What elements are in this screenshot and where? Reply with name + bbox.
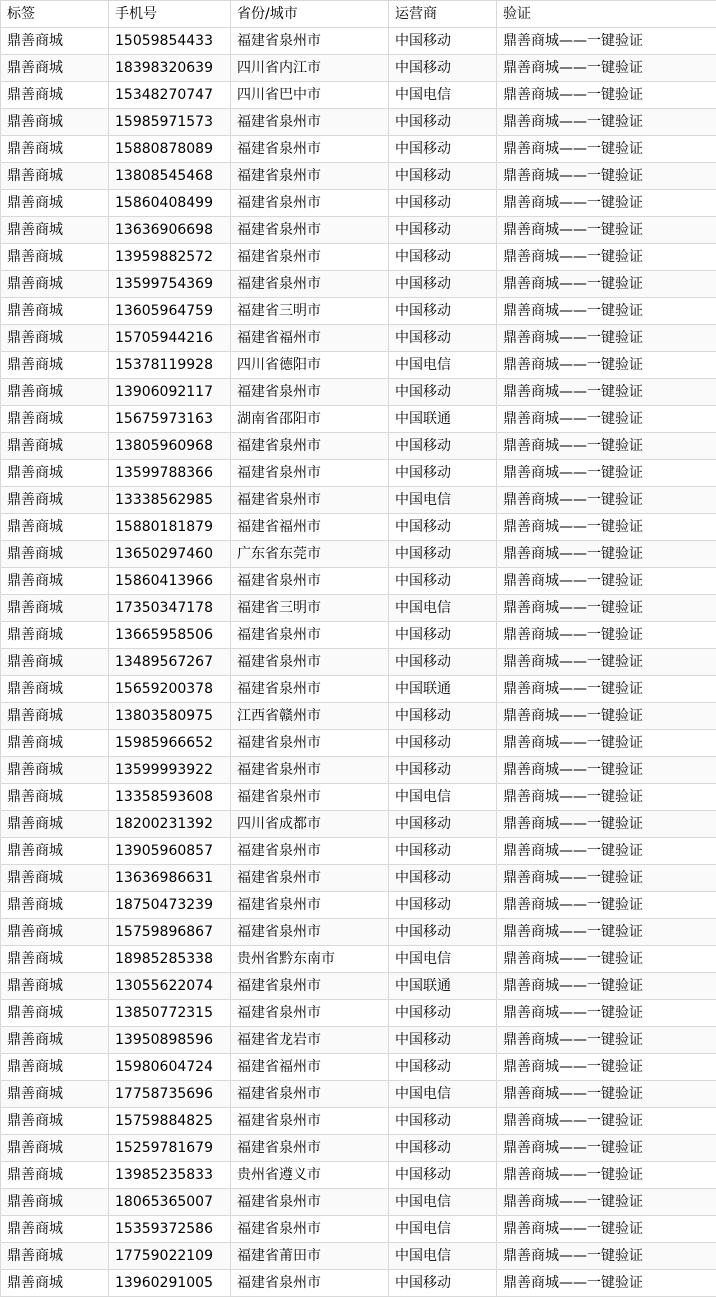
cell-tag[interactable]: 鼎善商城 [1, 838, 109, 865]
cell-carrier[interactable]: 中国移动 [389, 1027, 497, 1054]
cell-region[interactable]: 四川省成都市 [231, 811, 389, 838]
cell-region[interactable]: 福建省三明市 [231, 298, 389, 325]
table-row[interactable] [1, 406, 716, 433]
cell-phone[interactable]: 13850772315 [109, 1000, 231, 1027]
cell-region[interactable]: 贵州省遵义市 [231, 1162, 389, 1189]
cell-carrier[interactable]: 中国电信 [389, 487, 497, 514]
cell-tag[interactable]: 鼎善商城 [1, 595, 109, 622]
cell-region[interactable]: 贵州省黔东南市 [231, 946, 389, 973]
cell-phone[interactable]: 13605964759 [109, 298, 231, 325]
cell-tag[interactable]: 鼎善商城 [1, 730, 109, 757]
column-header-region[interactable]: 省份/城市 [231, 1, 389, 28]
table-row[interactable] [1, 838, 716, 865]
cell-region[interactable]: 福建省泉州市 [231, 622, 389, 649]
cell-carrier[interactable]: 中国联通 [389, 676, 497, 703]
cell-region[interactable]: 福建省泉州市 [231, 190, 389, 217]
cell-phone[interactable]: 13905960857 [109, 838, 231, 865]
cell-tag[interactable]: 鼎善商城 [1, 865, 109, 892]
cell-phone[interactable]: 13489567267 [109, 649, 231, 676]
table-row[interactable] [1, 1270, 716, 1297]
cell-region[interactable]: 江西省赣州市 [231, 703, 389, 730]
cell-carrier[interactable]: 中国移动 [389, 1162, 497, 1189]
cell-carrier[interactable]: 中国电信 [389, 82, 497, 109]
cell-region[interactable]: 福建省泉州市 [231, 973, 389, 1000]
cell-phone[interactable]: 18065365007 [109, 1189, 231, 1216]
cell-verify[interactable]: 鼎善商城——一键验证 [497, 1270, 716, 1297]
cell-carrier[interactable]: 中国电信 [389, 784, 497, 811]
table-row[interactable] [1, 919, 716, 946]
table-row[interactable] [1, 163, 716, 190]
cell-carrier[interactable]: 中国移动 [389, 1054, 497, 1081]
cell-tag[interactable]: 鼎善商城 [1, 28, 109, 55]
cell-verify[interactable]: 鼎善商城——一键验证 [497, 244, 716, 271]
cell-carrier[interactable]: 中国移动 [389, 271, 497, 298]
table-row[interactable] [1, 1027, 716, 1054]
table-row[interactable] [1, 217, 716, 244]
table-row[interactable] [1, 28, 716, 55]
table-row[interactable] [1, 1216, 716, 1243]
cell-verify[interactable]: 鼎善商城——一键验证 [497, 217, 716, 244]
cell-verify[interactable]: 鼎善商城——一键验证 [497, 892, 716, 919]
table-row[interactable] [1, 82, 716, 109]
cell-carrier[interactable]: 中国电信 [389, 1081, 497, 1108]
table-row[interactable] [1, 622, 716, 649]
cell-verify[interactable]: 鼎善商城——一键验证 [497, 1189, 716, 1216]
cell-region[interactable]: 福建省泉州市 [231, 919, 389, 946]
cell-phone[interactable]: 15675973163 [109, 406, 231, 433]
cell-tag[interactable]: 鼎善商城 [1, 136, 109, 163]
cell-phone[interactable]: 15659200378 [109, 676, 231, 703]
cell-tag[interactable]: 鼎善商城 [1, 487, 109, 514]
cell-verify[interactable]: 鼎善商城——一键验证 [497, 82, 716, 109]
cell-phone[interactable]: 13950898596 [109, 1027, 231, 1054]
cell-region[interactable]: 福建省泉州市 [231, 109, 389, 136]
cell-verify[interactable]: 鼎善商城——一键验证 [497, 757, 716, 784]
cell-carrier[interactable]: 中国移动 [389, 1000, 497, 1027]
table-row[interactable] [1, 811, 716, 838]
cell-region[interactable]: 福建省福州市 [231, 325, 389, 352]
cell-phone[interactable]: 15359372586 [109, 1216, 231, 1243]
cell-tag[interactable]: 鼎善商城 [1, 568, 109, 595]
table-row[interactable] [1, 595, 716, 622]
cell-verify[interactable]: 鼎善商城——一键验证 [497, 703, 716, 730]
cell-carrier[interactable]: 中国电信 [389, 595, 497, 622]
cell-tag[interactable]: 鼎善商城 [1, 190, 109, 217]
cell-tag[interactable]: 鼎善商城 [1, 298, 109, 325]
cell-verify[interactable]: 鼎善商城——一键验证 [497, 136, 716, 163]
cell-verify[interactable]: 鼎善商城——一键验证 [497, 784, 716, 811]
cell-carrier[interactable]: 中国联通 [389, 406, 497, 433]
cell-region[interactable]: 福建省泉州市 [231, 757, 389, 784]
cell-verify[interactable]: 鼎善商城——一键验证 [497, 1027, 716, 1054]
table-row[interactable] [1, 298, 716, 325]
cell-region[interactable]: 福建省泉州市 [231, 379, 389, 406]
cell-carrier[interactable]: 中国电信 [389, 1189, 497, 1216]
cell-region[interactable]: 福建省泉州市 [231, 1000, 389, 1027]
cell-carrier[interactable]: 中国移动 [389, 298, 497, 325]
cell-phone[interactable]: 15059854433 [109, 28, 231, 55]
cell-phone[interactable]: 13985235833 [109, 1162, 231, 1189]
table-row[interactable] [1, 55, 716, 82]
cell-carrier[interactable]: 中国移动 [389, 325, 497, 352]
cell-tag[interactable]: 鼎善商城 [1, 1243, 109, 1270]
cell-tag[interactable]: 鼎善商城 [1, 433, 109, 460]
cell-carrier[interactable]: 中国移动 [389, 568, 497, 595]
table-row[interactable] [1, 271, 716, 298]
cell-tag[interactable]: 鼎善商城 [1, 244, 109, 271]
cell-phone[interactable]: 13358593608 [109, 784, 231, 811]
table-body [1, 28, 716, 1297]
cell-tag[interactable]: 鼎善商城 [1, 622, 109, 649]
cell-carrier[interactable]: 中国移动 [389, 109, 497, 136]
cell-region[interactable]: 福建省泉州市 [231, 1189, 389, 1216]
cell-tag[interactable]: 鼎善商城 [1, 1135, 109, 1162]
cell-carrier[interactable]: 中国移动 [389, 649, 497, 676]
cell-tag[interactable]: 鼎善商城 [1, 1054, 109, 1081]
cell-region[interactable]: 广东省东莞市 [231, 541, 389, 568]
cell-carrier[interactable]: 中国电信 [389, 352, 497, 379]
cell-phone[interactable]: 13803580975 [109, 703, 231, 730]
table-row[interactable] [1, 325, 716, 352]
cell-carrier[interactable]: 中国移动 [389, 514, 497, 541]
cell-verify[interactable]: 鼎善商城——一键验证 [497, 1243, 716, 1270]
cell-tag[interactable]: 鼎善商城 [1, 460, 109, 487]
cell-verify[interactable]: 鼎善商城——一键验证 [497, 1162, 716, 1189]
cell-verify[interactable]: 鼎善商城——一键验证 [497, 1054, 716, 1081]
column-header-carrier[interactable]: 运营商 [389, 1, 497, 28]
cell-verify[interactable]: 鼎善商城——一键验证 [497, 325, 716, 352]
cell-tag[interactable]: 鼎善商城 [1, 946, 109, 973]
table-row[interactable] [1, 1081, 716, 1108]
cell-region[interactable]: 福建省泉州市 [231, 136, 389, 163]
cell-tag[interactable]: 鼎善商城 [1, 325, 109, 352]
cell-tag[interactable]: 鼎善商城 [1, 109, 109, 136]
cell-verify[interactable]: 鼎善商城——一键验证 [497, 1081, 716, 1108]
cell-tag[interactable]: 鼎善商城 [1, 1000, 109, 1027]
table-row[interactable] [1, 568, 716, 595]
cell-carrier[interactable]: 中国移动 [389, 811, 497, 838]
cell-region[interactable]: 福建省泉州市 [231, 28, 389, 55]
cell-verify[interactable]: 鼎善商城——一键验证 [497, 838, 716, 865]
table-row[interactable] [1, 541, 716, 568]
table-row[interactable] [1, 433, 716, 460]
cell-tag[interactable]: 鼎善商城 [1, 1081, 109, 1108]
cell-verify[interactable]: 鼎善商城——一键验证 [497, 460, 716, 487]
table-row[interactable] [1, 190, 716, 217]
cell-region[interactable]: 四川省德阳市 [231, 352, 389, 379]
cell-tag[interactable]: 鼎善商城 [1, 892, 109, 919]
cell-phone[interactable]: 15759896867 [109, 919, 231, 946]
cell-phone[interactable]: 13959882572 [109, 244, 231, 271]
table-row[interactable] [1, 1108, 716, 1135]
cell-verify[interactable]: 鼎善商城——一键验证 [497, 811, 716, 838]
table-row[interactable] [1, 784, 716, 811]
cell-carrier[interactable]: 中国移动 [389, 1108, 497, 1135]
cell-region[interactable]: 福建省泉州市 [231, 649, 389, 676]
cell-verify[interactable]: 鼎善商城——一键验证 [497, 622, 716, 649]
cell-region[interactable]: 四川省内江市 [231, 55, 389, 82]
table-row[interactable] [1, 514, 716, 541]
cell-phone[interactable]: 17350347178 [109, 595, 231, 622]
cell-phone[interactable]: 13599993922 [109, 757, 231, 784]
cell-phone[interactable]: 13906092117 [109, 379, 231, 406]
cell-verify[interactable]: 鼎善商城——一键验证 [497, 298, 716, 325]
cell-carrier[interactable]: 中国移动 [389, 460, 497, 487]
table-row[interactable] [1, 1162, 716, 1189]
cell-carrier[interactable]: 中国移动 [389, 28, 497, 55]
cell-tag[interactable]: 鼎善商城 [1, 379, 109, 406]
cell-region[interactable]: 福建省泉州市 [231, 271, 389, 298]
cell-carrier[interactable]: 中国移动 [389, 541, 497, 568]
cell-verify[interactable]: 鼎善商城——一键验证 [497, 352, 716, 379]
cell-verify[interactable]: 鼎善商城——一键验证 [497, 433, 716, 460]
cell-phone[interactable]: 18398320639 [109, 55, 231, 82]
table-row[interactable] [1, 649, 716, 676]
cell-verify[interactable]: 鼎善商城——一键验证 [497, 973, 716, 1000]
cell-tag[interactable]: 鼎善商城 [1, 541, 109, 568]
cell-carrier[interactable]: 中国移动 [389, 622, 497, 649]
cell-phone[interactable]: 18200231392 [109, 811, 231, 838]
cell-verify[interactable]: 鼎善商城——一键验证 [497, 865, 716, 892]
table-row[interactable] [1, 109, 716, 136]
cell-verify[interactable]: 鼎善商城——一键验证 [497, 1135, 716, 1162]
cell-phone[interactable]: 15378119928 [109, 352, 231, 379]
cell-carrier[interactable]: 中国移动 [389, 703, 497, 730]
cell-phone[interactable]: 15980604724 [109, 1054, 231, 1081]
cell-carrier[interactable]: 中国电信 [389, 1243, 497, 1270]
cell-region[interactable]: 福建省福州市 [231, 514, 389, 541]
cell-tag[interactable]: 鼎善商城 [1, 1027, 109, 1054]
cell-verify[interactable]: 鼎善商城——一键验证 [497, 1108, 716, 1135]
cell-phone[interactable]: 13338562985 [109, 487, 231, 514]
cell-tag[interactable]: 鼎善商城 [1, 514, 109, 541]
cell-carrier[interactable]: 中国移动 [389, 757, 497, 784]
cell-region[interactable]: 福建省泉州市 [231, 1108, 389, 1135]
cell-phone[interactable]: 13636906698 [109, 217, 231, 244]
cell-carrier[interactable]: 中国移动 [389, 730, 497, 757]
table-row[interactable] [1, 676, 716, 703]
cell-tag[interactable]: 鼎善商城 [1, 1108, 109, 1135]
cell-region[interactable]: 福建省泉州市 [231, 1135, 389, 1162]
column-header-phone[interactable]: 手机号 [109, 1, 231, 28]
cell-carrier[interactable]: 中国移动 [389, 433, 497, 460]
cell-carrier[interactable]: 中国移动 [389, 919, 497, 946]
cell-tag[interactable]: 鼎善商城 [1, 1270, 109, 1297]
cell-phone[interactable]: 13808545468 [109, 163, 231, 190]
cell-phone[interactable]: 15880878089 [109, 136, 231, 163]
cell-verify[interactable]: 鼎善商城——一键验证 [497, 649, 716, 676]
column-header-tag[interactable]: 标签 [1, 1, 109, 28]
table-row[interactable] [1, 1243, 716, 1270]
cell-region[interactable]: 福建省莆田市 [231, 1243, 389, 1270]
cell-region[interactable]: 福建省泉州市 [231, 460, 389, 487]
cell-phone[interactable]: 17758735696 [109, 1081, 231, 1108]
cell-region[interactable]: 福建省泉州市 [231, 892, 389, 919]
cell-carrier[interactable]: 中国移动 [389, 55, 497, 82]
cell-phone[interactable]: 15705944216 [109, 325, 231, 352]
cell-phone[interactable]: 13636986631 [109, 865, 231, 892]
cell-tag[interactable]: 鼎善商城 [1, 406, 109, 433]
cell-phone[interactable]: 15759884825 [109, 1108, 231, 1135]
table-row[interactable] [1, 136, 716, 163]
cell-region[interactable]: 福建省龙岩市 [231, 1027, 389, 1054]
cell-phone[interactable]: 13960291005 [109, 1270, 231, 1297]
cell-verify[interactable]: 鼎善商城——一键验证 [497, 541, 716, 568]
cell-verify[interactable]: 鼎善商城——一键验证 [497, 595, 716, 622]
cell-carrier[interactable]: 中国移动 [389, 244, 497, 271]
table-row[interactable] [1, 379, 716, 406]
cell-tag[interactable]: 鼎善商城 [1, 82, 109, 109]
table-row[interactable] [1, 1189, 716, 1216]
cell-phone[interactable]: 17759022109 [109, 1243, 231, 1270]
cell-phone[interactable]: 15860413966 [109, 568, 231, 595]
cell-phone[interactable]: 13055622074 [109, 973, 231, 1000]
cell-carrier[interactable]: 中国联通 [389, 973, 497, 1000]
table-row[interactable] [1, 730, 716, 757]
cell-phone[interactable]: 15985966652 [109, 730, 231, 757]
cell-phone[interactable]: 13665958506 [109, 622, 231, 649]
cell-carrier[interactable]: 中国移动 [389, 892, 497, 919]
cell-region[interactable]: 福建省泉州市 [231, 1081, 389, 1108]
cell-verify[interactable]: 鼎善商城——一键验证 [497, 379, 716, 406]
table-row[interactable] [1, 1000, 716, 1027]
cell-carrier[interactable]: 中国电信 [389, 1216, 497, 1243]
cell-verify[interactable]: 鼎善商城——一键验证 [497, 730, 716, 757]
table-row[interactable] [1, 244, 716, 271]
cell-region[interactable]: 福建省泉州市 [231, 433, 389, 460]
cell-region[interactable]: 福建省泉州市 [231, 244, 389, 271]
table-row[interactable] [1, 973, 716, 1000]
cell-region[interactable]: 福建省泉州市 [231, 217, 389, 244]
cell-tag[interactable]: 鼎善商城 [1, 919, 109, 946]
cell-carrier[interactable]: 中国移动 [389, 163, 497, 190]
cell-phone[interactable]: 15860408499 [109, 190, 231, 217]
cell-verify[interactable]: 鼎善商城——一键验证 [497, 514, 716, 541]
cell-verify[interactable]: 鼎善商城——一键验证 [497, 271, 716, 298]
cell-carrier[interactable]: 中国移动 [389, 838, 497, 865]
cell-tag[interactable]: 鼎善商城 [1, 784, 109, 811]
cell-tag[interactable]: 鼎善商城 [1, 352, 109, 379]
cell-verify[interactable]: 鼎善商城——一键验证 [497, 676, 716, 703]
cell-region[interactable]: 福建省福州市 [231, 1054, 389, 1081]
cell-phone[interactable]: 13805960968 [109, 433, 231, 460]
cell-region[interactable]: 福建省泉州市 [231, 676, 389, 703]
cell-region[interactable]: 福建省泉州市 [231, 1270, 389, 1297]
cell-verify[interactable]: 鼎善商城——一键验证 [497, 406, 716, 433]
cell-region[interactable]: 福建省泉州市 [231, 487, 389, 514]
cell-verify[interactable]: 鼎善商城——一键验证 [497, 946, 716, 973]
cell-tag[interactable]: 鼎善商城 [1, 1162, 109, 1189]
cell-tag[interactable]: 鼎善商城 [1, 1189, 109, 1216]
cell-verify[interactable]: 鼎善商城——一键验证 [497, 109, 716, 136]
table-header [1, 1, 716, 28]
cell-carrier[interactable]: 中国移动 [389, 379, 497, 406]
column-header-verify[interactable]: 验证 [497, 1, 716, 28]
cell-carrier[interactable]: 中国电信 [389, 946, 497, 973]
cell-verify[interactable]: 鼎善商城——一键验证 [497, 1216, 716, 1243]
cell-carrier[interactable]: 中国移动 [389, 217, 497, 244]
table-row[interactable] [1, 757, 716, 784]
cell-phone[interactable]: 15880181879 [109, 514, 231, 541]
cell-carrier[interactable]: 中国移动 [389, 865, 497, 892]
cell-tag[interactable]: 鼎善商城 [1, 811, 109, 838]
table-row[interactable] [1, 946, 716, 973]
table-row[interactable] [1, 460, 716, 487]
cell-region[interactable]: 福建省泉州市 [231, 1216, 389, 1243]
cell-phone[interactable]: 15259781679 [109, 1135, 231, 1162]
cell-tag[interactable]: 鼎善商城 [1, 271, 109, 298]
cell-region[interactable]: 福建省泉州市 [231, 784, 389, 811]
cell-tag[interactable]: 鼎善商城 [1, 1216, 109, 1243]
cell-region[interactable]: 四川省巴中市 [231, 82, 389, 109]
cell-tag[interactable]: 鼎善商城 [1, 55, 109, 82]
cell-verify[interactable]: 鼎善商城——一键验证 [497, 55, 716, 82]
cell-region[interactable]: 福建省泉州市 [231, 163, 389, 190]
cell-verify[interactable]: 鼎善商城——一键验证 [497, 487, 716, 514]
cell-verify[interactable]: 鼎善商城——一键验证 [497, 1000, 716, 1027]
table-row[interactable] [1, 1054, 716, 1081]
cell-phone[interactable]: 18750473239 [109, 892, 231, 919]
cell-tag[interactable]: 鼎善商城 [1, 649, 109, 676]
cell-verify[interactable]: 鼎善商城——一键验证 [497, 568, 716, 595]
cell-tag[interactable]: 鼎善商城 [1, 757, 109, 784]
cell-phone[interactable]: 18985285338 [109, 946, 231, 973]
table-row[interactable] [1, 865, 716, 892]
table-row[interactable] [1, 352, 716, 379]
cell-verify[interactable]: 鼎善商城——一键验证 [497, 163, 716, 190]
cell-verify[interactable]: 鼎善商城——一键验证 [497, 28, 716, 55]
cell-carrier[interactable]: 中国移动 [389, 190, 497, 217]
table-row[interactable] [1, 1135, 716, 1162]
cell-phone[interactable]: 15985971573 [109, 109, 231, 136]
table-header-row [1, 1, 716, 28]
cell-region[interactable]: 福建省三明市 [231, 595, 389, 622]
cell-tag[interactable]: 鼎善商城 [1, 676, 109, 703]
cell-phone[interactable]: 15348270747 [109, 82, 231, 109]
cell-tag[interactable]: 鼎善商城 [1, 703, 109, 730]
cell-phone[interactable]: 13650297460 [109, 541, 231, 568]
cell-carrier[interactable]: 中国移动 [389, 1270, 497, 1297]
cell-region[interactable]: 福建省泉州市 [231, 865, 389, 892]
cell-tag[interactable]: 鼎善商城 [1, 217, 109, 244]
cell-verify[interactable]: 鼎善商城——一键验证 [497, 919, 716, 946]
cell-tag[interactable]: 鼎善商城 [1, 973, 109, 1000]
table-row[interactable] [1, 703, 716, 730]
cell-tag[interactable]: 鼎善商城 [1, 163, 109, 190]
table-row[interactable] [1, 487, 716, 514]
cell-region[interactable]: 福建省泉州市 [231, 838, 389, 865]
cell-verify[interactable]: 鼎善商城——一键验证 [497, 190, 716, 217]
cell-carrier[interactable]: 中国移动 [389, 136, 497, 163]
table-row[interactable] [1, 892, 716, 919]
cell-region[interactable]: 湖南省邵阳市 [231, 406, 389, 433]
cell-region[interactable]: 福建省泉州市 [231, 730, 389, 757]
cell-carrier[interactable]: 中国移动 [389, 1135, 497, 1162]
cell-region[interactable]: 福建省泉州市 [231, 568, 389, 595]
cell-phone[interactable]: 13599754369 [109, 271, 231, 298]
cell-phone[interactable]: 13599788366 [109, 460, 231, 487]
